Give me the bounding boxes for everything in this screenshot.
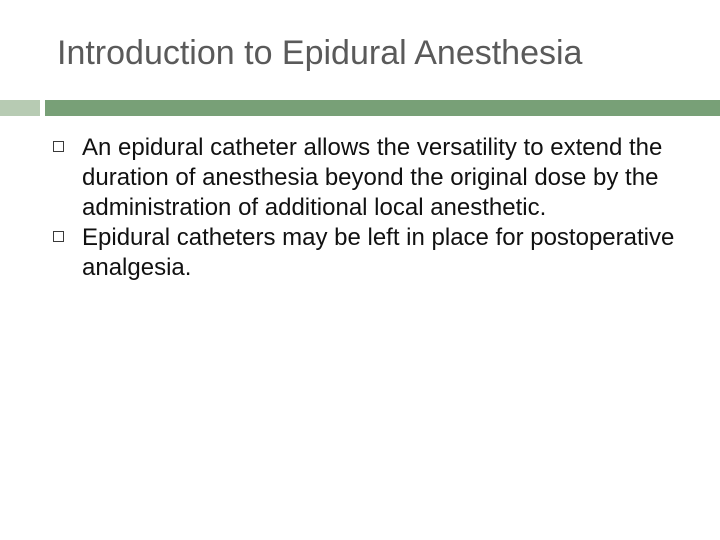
- bullet-text: Epidural catheters may be left in place for postoperative analgesia.: [82, 224, 675, 281]
- bullet-item: [53, 133, 703, 223]
- title-rule-accent: [0, 100, 40, 116]
- title-rule: [45, 100, 720, 116]
- hollow-square-icon: [53, 231, 64, 242]
- hollow-square-icon: [53, 141, 64, 152]
- slide-title: Introduction to Epidural Anesthesia: [57, 34, 583, 72]
- bullet-item: [53, 223, 703, 283]
- bullet-list: [53, 133, 703, 283]
- bullet-text: An epidural catheter allows the versatility to extend the duration of anesthesia beyond the original dose by the administration of additional local anesthetic.: [82, 134, 663, 221]
